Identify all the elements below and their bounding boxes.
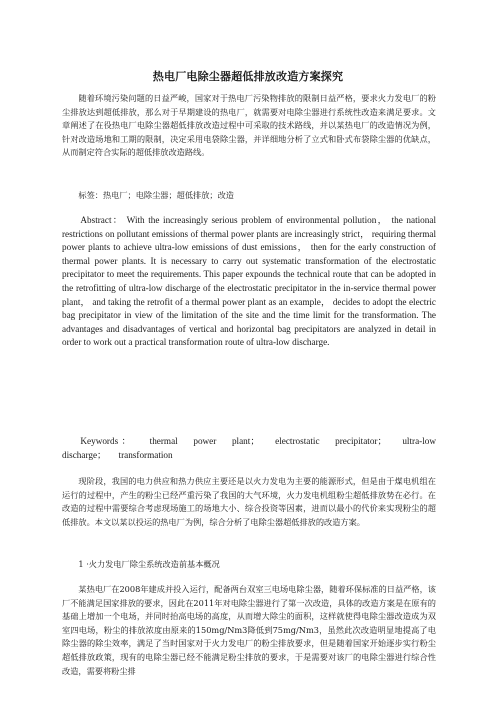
section-1-heading: 1 ·火力发电厂除尘系统改造前基本概况 bbox=[78, 559, 220, 569]
chinese-abstract: 随着环境污染问题的日益严峻，国家对于热电厂污染物排放的限制日益严格，要求火力发电厂的粉尘排放达到超低排放，那么对于早期建设的热电厂，就需要对电除尘器进行系统性改造来满足要求。文章阐述了在役热电厂电除尘器超低排放改造过程中可采取的技术路线，并以某热电厂的改造情况为例，针对改造场地和工期的限制，决定采用电袋除尘器，并详细地分析了立式和卧式布袋除尘器的优缺点，从而制定符合实际的超低排放改造路线。 bbox=[62, 93, 436, 158]
english-abstract: Abstract： With the increasingly serious problem of environmental pollution， the national restrictions on pollutant emissions of thermal power plants are increasingly strict， requiring thermal power plants to achieve ultra-low emissions of dust emissions， then for the early construction of thermal power plants. It is necessary to carry out systematic transformation of the electrostatic precipitator to meet the requirements. This paper expounds the technical route that can be adopted in the retrofitting of ultra-low discharge of the electrostatic precipitator in the in-service thermal power plant， and taking the retrofit of a thermal power plant as an example， decides to adopt the electric bag precipitator in view of the limitation of the site and the time limit for the transformation. The advantages and disadvantages of vertical and horizontal bag precipitators are analyzed in detail in order to work out a practical transformation route of ultra-low discharge. bbox=[62, 215, 436, 348]
section-1-body: 某热电厂在2008年建成并投入运行，配备两台双室三电场电除尘器，随着环保标准的日益严格，该厂不能满足国家排放的要求，因此在2011年对电除尘器进行了第一次改造，具体的改造方案是在原有的基础上增加一个电场，并同时抬高电场的高度，从而增大除尘的面积，这样就使得电除尘器改造成为双室四电场，粉尘的排放浓度由原来的150mg/Nm3降低到75mg/Nm3，虽然此次改造明显地提高了电除尘器的除尘效率，满足了当时国家对于火力发电厂的粉尘排放要求，但是随着国家开始逐步实行粉尘超低排放政策，现有的电除尘器已经不能满足粉尘排放的要求，于是需要对该厂的电除尘器进行综合性改造，需要将粉尘排 bbox=[62, 584, 436, 676]
introduction-paragraph: 现阶段，我国的电力供应和热力供应主要还是以火力发电为主要的能源形式，但是由于煤电机组在运行的过程中，产生的粉尘已经严重污染了我国的大气环境，火力发电机组粉尘超低排放势在必行。在改造的过程中需要综合考虑现场施工的场地大小、综合投资等因素，进而以最小的代价来实现粉尘的超低排放。本文以某以投运的热电厂为例，综合分析了电除尘器超低排放的改造方案。 bbox=[62, 476, 436, 527]
english-keywords: Keywords： thermal power plant； electrostatic precipitator； ultra-low discharge； transformation bbox=[62, 436, 436, 460]
chinese-keywords: 标签：热电厂；电除尘器；超低排放；改造 bbox=[78, 190, 234, 200]
paper-title: 热电厂电除尘器超低排放改造方案探究 bbox=[152, 70, 344, 83]
